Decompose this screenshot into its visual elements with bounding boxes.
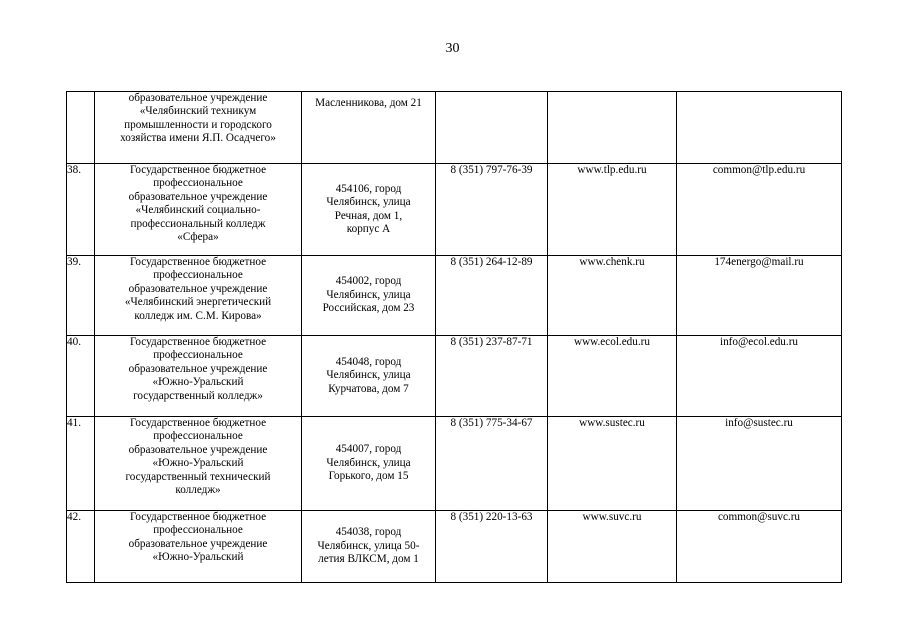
- table-row: [67, 336, 842, 417]
- institution-email: info@sustec.ru: [677, 417, 842, 511]
- institution-email: info@ecol.edu.ru: [677, 336, 842, 417]
- institutions-table: [66, 91, 842, 583]
- institution-website: www.ecol.edu.ru: [548, 336, 677, 417]
- institution-address: 454038, город Челябинск, улица 50- летия ВЛКСМ, дом 1: [302, 511, 436, 583]
- row-number: [67, 92, 95, 164]
- institution-email: [677, 92, 842, 164]
- table-row: [67, 511, 842, 583]
- table-row: [67, 164, 842, 256]
- institution-name: Государственное бюджетное профессиональное образовательное учреждение «Челябинский социально- профессиональный колледж «Сфера»: [95, 164, 302, 256]
- institution-address: Масленникова, дом 21: [302, 92, 436, 164]
- institution-name: Государственное бюджетное профессиональное образовательное учреждение «Южно-Уральский государственный колледж»: [95, 336, 302, 417]
- table-row: [67, 92, 842, 164]
- page-number: 30: [445, 41, 460, 56]
- institution-phone: 8 (351) 775-34-67: [436, 417, 548, 511]
- row-number: 38.: [67, 164, 95, 256]
- institution-website: www.chenk.ru: [548, 256, 677, 336]
- row-number: 39.: [67, 256, 95, 336]
- institution-phone: 8 (351) 237-87-71: [436, 336, 548, 417]
- institution-email: common@tlp.edu.ru: [677, 164, 842, 256]
- institution-website: www.suvc.ru: [548, 511, 677, 583]
- institution-name: Государственное бюджетное профессиональное образовательное учреждение «Южно-Уральский: [95, 511, 302, 583]
- institution-address: 454106, город Челябинск, улица Речная, дом 1, корпус А: [302, 164, 436, 256]
- table-row: [67, 256, 842, 336]
- row-number: 41.: [67, 417, 95, 511]
- institution-email: 174energo@mail.ru: [677, 256, 842, 336]
- institution-phone: 8 (351) 264-12-89: [436, 256, 548, 336]
- institution-email: common@suvc.ru: [677, 511, 842, 583]
- table-row: [67, 417, 842, 511]
- institution-website: [548, 92, 677, 164]
- institution-website: www.tlp.edu.ru: [548, 164, 677, 256]
- institution-phone: 8 (351) 220-13-63: [436, 511, 548, 583]
- institution-name: Государственное бюджетное профессиональное образовательное учреждение «Южно-Уральский государственный технический колледж»: [95, 417, 302, 511]
- institution-phone: 8 (351) 797-76-39: [436, 164, 548, 256]
- institution-name: Государственное бюджетное профессиональное образовательное учреждение «Челябинский энергетический колледж им. С.М. Кирова»: [95, 256, 302, 336]
- row-number: 40.: [67, 336, 95, 417]
- institution-website: www.sustec.ru: [548, 417, 677, 511]
- institution-name: образовательное учреждение «Челябинский техникум промышленности и городского хозяйства имени Я.П. Осадчего»: [95, 92, 302, 164]
- institution-phone: [436, 92, 548, 164]
- institution-address: 454048, город Челябинск, улица Курчатова, дом 7: [302, 336, 436, 417]
- institution-address: 454002, город Челябинск, улица Российская, дом 23: [302, 256, 436, 336]
- institution-address: 454007, город Челябинск, улица Горького, дом 15: [302, 417, 436, 511]
- row-number: 42.: [67, 511, 95, 583]
